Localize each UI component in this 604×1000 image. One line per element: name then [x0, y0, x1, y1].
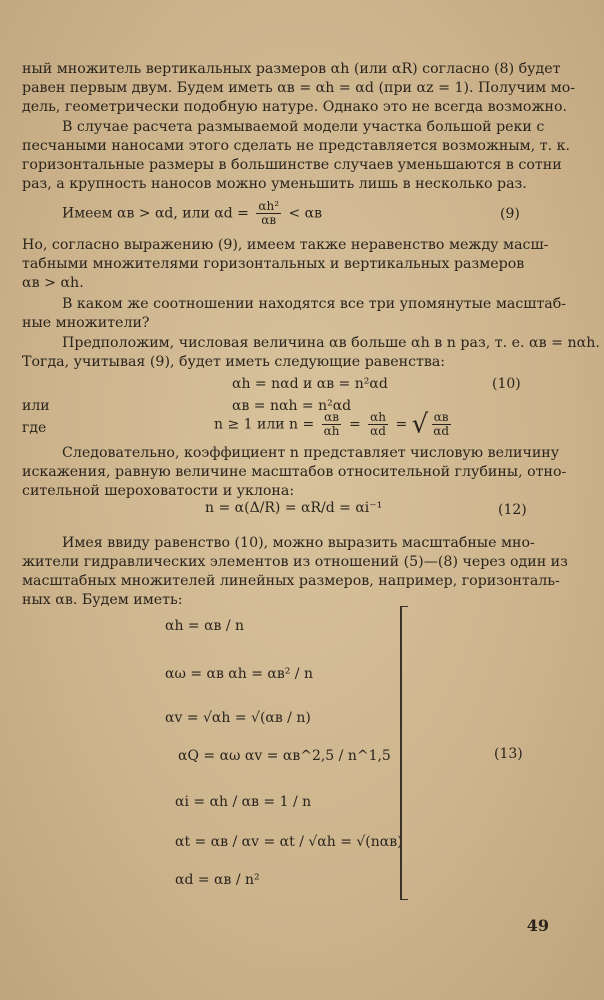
- text-line: В случае расчета размываемой модели участка большой реки с: [62, 119, 545, 135]
- fraction-denominator: αв: [261, 213, 277, 227]
- sqrt-symbol: √: [411, 409, 429, 440]
- text-line: равен первым двум. Будем иметь αв = αh = αd (при αz = 1). Получим мо-: [22, 80, 576, 96]
- equation-13-row: αd = αв / n²: [175, 872, 260, 888]
- text-line: Следовательно, коэффициент n представляет числовую величину: [62, 445, 560, 461]
- equation-label: где: [22, 420, 47, 436]
- text-line: дель, геометрически подобную натуре. Однако это не всегда возможно.: [22, 99, 567, 115]
- text-line: Но, согласно выражению (9), имеем также неравенство между масш-: [22, 237, 549, 253]
- text-line: горизонтальные размеры в большинстве случаев уменьшаются в сотни: [22, 157, 562, 173]
- text-line: Предположим, числовая величина αв больше αh в n раз, т. е. αв = nαh.: [62, 335, 600, 351]
- equation-13-row: αt = αв / αv = αt / √αh = √(nαв): [175, 834, 403, 850]
- page-number: 49: [526, 916, 549, 935]
- equation-10-row2: αв = nαh = n²αd: [232, 398, 352, 414]
- equation-9-rhs: < αв: [288, 205, 322, 222]
- fraction: [322, 411, 342, 438]
- equation-number: (9): [500, 206, 520, 222]
- text-line: масштабных множителей линейных размеров, например, горизонталь-: [22, 573, 560, 589]
- equation-10-row1: αh = nαd и αв = n²αd: [232, 376, 388, 392]
- text-line: В каком же соотношении находятся все три упомянутые масштаб-: [62, 296, 567, 312]
- text-line: ный множитель вертикальных размеров αh (или αR) согласно (8) будет: [22, 61, 561, 77]
- equation-13-row: αQ = αω αv = αв^2,5 / n^1,5: [178, 748, 391, 764]
- equation-13-row: αv = √αh = √(αв / n): [165, 710, 311, 726]
- equation-12: n = α(Δ/R) = αR/d = αi⁻¹: [205, 500, 383, 516]
- text-line: αв > αh.: [22, 275, 84, 291]
- equation-13-row: αi = αh / αв = 1 / n: [175, 794, 312, 810]
- text-line: Тогда, учитывая (9), будет иметь следующие равенства:: [22, 354, 446, 370]
- text-line: ные множители?: [22, 315, 150, 331]
- text-line: табными множителями горизонтальных и вертикальных размеров: [22, 256, 525, 272]
- fraction-denominator: αh: [323, 424, 340, 438]
- equation-9-fraction: [256, 200, 281, 227]
- fraction-numerator: αh: [370, 410, 386, 424]
- equation-number: (12): [498, 502, 527, 518]
- equation-9-lhs: Имеем αв > αd, или αd =: [62, 205, 249, 222]
- equation-number: (13): [494, 746, 523, 762]
- text-line: жители гидравлических элементов из отношений (5)—(8) через один из: [22, 554, 568, 570]
- equation-13-row: αh = αв / n: [165, 618, 245, 634]
- text-line: сительной шероховатости и уклона:: [22, 483, 295, 499]
- fraction: [431, 411, 451, 438]
- text-line: искажения, равную величине масштабов относительной глубины, отно-: [22, 464, 567, 480]
- equation-label: или: [22, 398, 50, 414]
- equation-10-row3-text: n ≥ 1 или n =: [214, 416, 315, 433]
- equation-13-row: αω = αв αh = αв² / n: [165, 666, 313, 682]
- equation-9: [62, 200, 322, 227]
- fraction-denominator: αd: [433, 424, 450, 438]
- fraction-numerator: αв: [433, 410, 449, 424]
- text-line: раз, а крупность наносов можно уменьшить лишь в несколько раз.: [22, 176, 527, 192]
- equation-13-brace: [400, 606, 408, 900]
- text-line: песчаными наносами этого сделать не представляется возможным, т. к.: [22, 138, 570, 154]
- text-line: Имея ввиду равенство (10), можно выразить масштабные мно-: [62, 535, 535, 551]
- fraction-numerator: αh²: [258, 199, 280, 213]
- equation-number: (10): [492, 376, 521, 392]
- equation-10-row3: n ≥ 1 или n = $\frac{\alpha в}{\alpha h}$ = $\frac{\alpha h}{\alpha d}$ = √ $\frac{\alpha в}{\alpha d}$: [214, 409, 450, 440]
- fraction-numerator: αв: [324, 410, 340, 424]
- text-line: ных αв. Будем иметь:: [22, 592, 183, 608]
- fraction: [368, 411, 388, 438]
- fraction-denominator: αd: [370, 424, 386, 438]
